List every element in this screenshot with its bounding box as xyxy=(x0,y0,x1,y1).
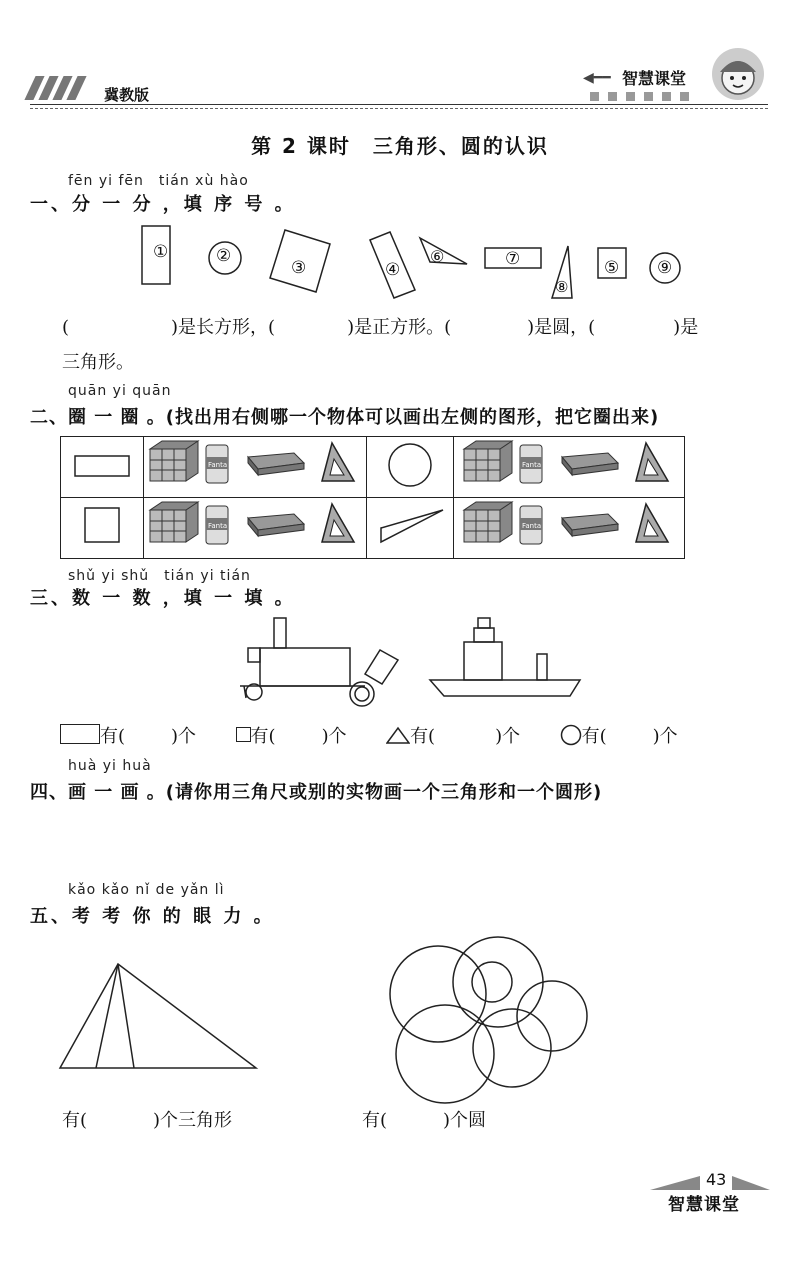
arrow-left-icon: ◀━━ xyxy=(583,70,611,86)
triangle-shape-icon xyxy=(386,726,410,744)
q1-text-part1: ( xyxy=(62,317,70,338)
header-rule xyxy=(30,104,768,105)
rubiks-cube-icon[interactable] xyxy=(464,441,512,481)
can-brand-text: Fanta xyxy=(522,461,542,469)
header-brand: 智慧课堂 xyxy=(622,69,687,88)
ship-figure xyxy=(430,618,580,696)
q1-text-part4: )是圆，( xyxy=(527,317,596,338)
q2-target-circle xyxy=(367,437,454,498)
q3-fill-square-pre: 有( xyxy=(250,726,276,747)
q5-right-answer xyxy=(362,1106,486,1132)
rubiks-cube-icon[interactable] xyxy=(150,441,198,481)
q4-heading: 四、画 一 画 。(请你用三角尺或别的实物画一个三角形和一个圆形) xyxy=(30,782,603,803)
q5-left-pre: 有( xyxy=(62,1110,88,1131)
shape-label-5: ⑤ xyxy=(604,258,620,278)
shape-label-2: ② xyxy=(216,246,232,266)
q3-pinyin: shǔ yi shǔ tián yi tián xyxy=(68,568,251,584)
shape-label-6: ⑥ xyxy=(430,247,445,266)
soda-can-icon[interactable] xyxy=(520,445,542,483)
q1-pinyin: fēn yi fēn tián xù hào xyxy=(68,173,249,189)
q3-fill-rect-post: )个 xyxy=(171,726,197,747)
can-brand-text: Fanta xyxy=(208,461,228,469)
square-shape-icon xyxy=(236,727,251,742)
pencil-box-icon[interactable] xyxy=(248,453,304,475)
q3-fill-circle-post: )个 xyxy=(652,726,678,747)
q3-heading: 三、数 一 数 ，填 一 填 。 xyxy=(30,588,296,609)
can-brand-text: Fanta xyxy=(208,522,228,530)
footer-brand: 智慧课堂 xyxy=(668,1195,740,1215)
circle-shape-icon xyxy=(367,437,453,493)
soda-can-icon[interactable] xyxy=(520,506,542,544)
set-square-icon[interactable] xyxy=(322,504,354,542)
shape-label-7: ⑦ xyxy=(505,249,521,269)
q2-pinyin: quān yi quān xyxy=(68,383,172,399)
rectangle-shape-icon xyxy=(61,437,143,493)
square-shape-icon xyxy=(61,498,143,554)
q2-options-cell xyxy=(454,498,685,559)
q5-heading: 五、考 考 你 的 眼 力 。 xyxy=(30,906,275,927)
can-brand-text: Fanta xyxy=(522,522,542,530)
shape-label-8: ⑧ xyxy=(555,278,569,296)
set-square-icon[interactable] xyxy=(636,504,668,542)
q5-triangles-figure xyxy=(56,958,266,1073)
q5-right-post: )个圆 xyxy=(443,1110,487,1131)
page-number: 43 xyxy=(706,1170,727,1189)
q3-fill-square-post: )个 xyxy=(321,726,347,747)
pencil-box-icon[interactable] xyxy=(248,514,304,536)
set-square-icon[interactable] xyxy=(636,443,668,481)
q2-options-cell xyxy=(454,437,685,498)
q2-options-cell xyxy=(144,437,367,498)
circle-shape-icon xyxy=(560,724,582,746)
q4-drawing-area[interactable] xyxy=(60,810,760,870)
edition-label: 冀教版 xyxy=(104,86,150,104)
q2-target-rectangle xyxy=(61,437,144,498)
shape-label-3: ③ xyxy=(291,258,307,278)
pencil-box-icon[interactable] xyxy=(562,514,618,536)
q5-circles-figure xyxy=(386,932,596,1107)
table-row xyxy=(61,437,685,498)
q5-left-answer xyxy=(62,1106,232,1132)
q3-fill-circle-pre: 有( xyxy=(581,726,607,747)
tractor-figure xyxy=(240,618,398,706)
soda-can-icon[interactable] xyxy=(206,506,228,544)
q5-right-pre: 有( xyxy=(362,1110,388,1131)
q2-options-cell xyxy=(144,498,367,559)
q3-fill-rect-pre: 有( xyxy=(100,726,126,747)
q1-answer-line2: 三角形。 xyxy=(62,352,134,373)
q2-table xyxy=(60,436,685,559)
rectangle-shape-icon xyxy=(60,724,100,744)
q5-left-post: )个三角形 xyxy=(153,1110,233,1131)
shape-label-9: ⑨ xyxy=(657,258,673,278)
q3-fill-line xyxy=(60,722,678,748)
rubiks-cube-icon[interactable] xyxy=(464,502,512,542)
header-rule-dashed xyxy=(30,108,768,109)
header-stripes-decoration xyxy=(30,76,90,100)
cartoon-girl-icon xyxy=(710,46,766,102)
shape-label-1: ① xyxy=(153,242,169,262)
q5-pinyin: kǎo kǎo nǐ de yǎn lì xyxy=(68,882,225,898)
q1-answer-line xyxy=(62,313,698,339)
q2-target-triangle xyxy=(367,498,454,559)
set-square-icon[interactable] xyxy=(322,443,354,481)
q3-fill-triangle-pre: 有( xyxy=(410,726,436,747)
q1-text-part3: )是正方形。( xyxy=(347,317,452,338)
q3-fill-triangle-post: )个 xyxy=(495,726,521,747)
q1-heading: 一、分 一 分 ，填 序 号 。 xyxy=(30,194,296,215)
q2-target-square xyxy=(61,498,144,559)
triangle-shape-icon xyxy=(367,498,453,554)
shape-label-4: ④ xyxy=(385,260,401,280)
q1-text-part2: )是长方形，( xyxy=(171,317,276,338)
q4-pinyin: huà yi huà xyxy=(68,758,152,774)
header-dots-decoration xyxy=(590,92,710,101)
pencil-box-icon[interactable] xyxy=(562,453,618,475)
soda-can-icon[interactable] xyxy=(206,445,228,483)
page-title: 第 2 课时 三角形、圆的认识 xyxy=(251,134,549,158)
table-row xyxy=(61,498,685,559)
q3-figures xyxy=(230,612,590,712)
q1-text-part5: )是 xyxy=(673,317,699,338)
q2-heading: 二、圈 一 圈 。(找出用右侧哪一个物体可以画出左侧的图形，把它圈出来) xyxy=(30,407,660,428)
rubiks-cube-icon[interactable] xyxy=(150,502,198,542)
